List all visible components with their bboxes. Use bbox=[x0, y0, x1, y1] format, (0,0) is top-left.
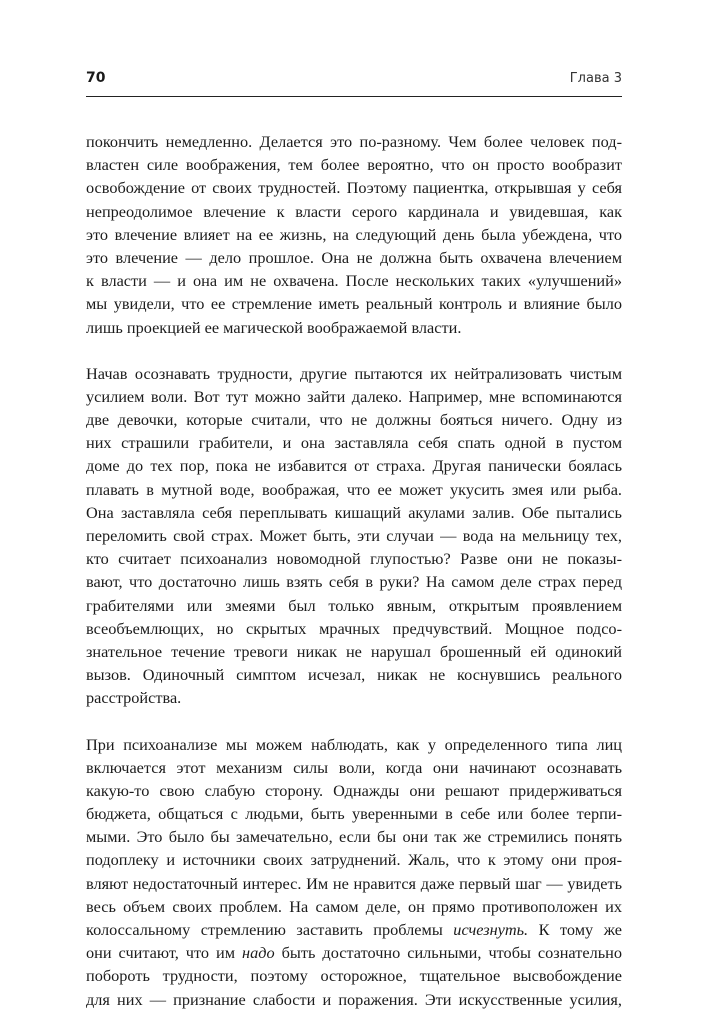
text-line: непреодолимое влечение к власти серого кардинала и увидевшая, как bbox=[86, 201, 622, 221]
text-line: расстройства. bbox=[86, 688, 182, 708]
page-number: 70 bbox=[86, 70, 106, 86]
text-line: включается этот механизм силы воли, когда они начинают осознавать bbox=[86, 757, 622, 777]
text-run: К тому же bbox=[528, 920, 622, 939]
text-line: весь объем своих проблем. На самом деле, он прямо противоположен их bbox=[86, 896, 622, 916]
text-line: кто считает психоанализ новомодной глупостью? Разве они не показы- bbox=[86, 549, 622, 569]
text-line: всеобъемлющих, но скрытых мрачных предчувствий. Мощное подсо- bbox=[86, 618, 622, 638]
text-line: вызов. Одиночный симптом исчезал, никак не коснувшись реального bbox=[86, 665, 622, 685]
paragraph-1 bbox=[86, 130, 622, 339]
text-line-with-emphasis bbox=[86, 941, 622, 964]
text-run: быть достаточно сильными, чтобы сознательно bbox=[274, 943, 622, 963]
emphasized-word: надо bbox=[242, 943, 275, 963]
text-line: вляют недостаточный интерес. Им не нравится даже первый шаг — увидеть bbox=[86, 873, 622, 893]
text-line: мы увидели, что ее стремление иметь реальный контроль и влияние было bbox=[86, 294, 622, 314]
text-line: побороть трудности, поэтому осторожное, тщательное высвобождение bbox=[86, 966, 622, 986]
text-line: вают, что достаточно лишь взять себя в руки? На самом деле страх перед bbox=[86, 572, 622, 592]
body-text bbox=[86, 130, 622, 1034]
text-line-with-emphasis bbox=[86, 918, 622, 941]
text-line: две девочки, которые считали, что не должны бояться ничего. Одну из bbox=[86, 410, 622, 430]
paragraph-3 bbox=[86, 733, 622, 1011]
text-line: знательное течение тревоги никак не нарушал брошенный ей одинокий bbox=[86, 641, 622, 661]
text-line: к власти — и она им не охвачена. После нескольких таких «улучшений» bbox=[86, 271, 622, 291]
text-line: плавать в мутной воде, воображая, что ее может укусить змея или рыба. bbox=[86, 479, 622, 499]
paragraph-2 bbox=[86, 362, 622, 710]
text-line: покончить немедленно. Делается это по-разному. Чем более человек под- bbox=[86, 132, 622, 151]
text-line: это влечение влияет на ее жизнь, на следующий день была убеждена, что bbox=[86, 224, 622, 244]
text-line: доме до тех пор, пока не избавится от страха. Другая панически боялась bbox=[86, 456, 622, 476]
text-line: подоплеку и источники своих затруднений. Жаль, что к этому они проя- bbox=[86, 850, 622, 870]
chapter-label: Глава 3 bbox=[569, 71, 622, 86]
text-run: колоссальному стремлению заставить проблемы bbox=[86, 920, 454, 939]
text-line: переломить свой страх. Может быть, эти случаи — вода на мельницу тех, bbox=[86, 526, 622, 545]
header-divider bbox=[86, 96, 622, 97]
text-line: это влечение — дело прошлое. Она не должна быть охвачена влечением bbox=[86, 247, 622, 267]
text-line: бюджета, общаться с людьми, быть уверенными в себе или более терпи- bbox=[86, 804, 622, 824]
text-line: освобождение от своих трудностей. Поэтому пациентка, открывшая у себя bbox=[86, 178, 622, 198]
running-header bbox=[86, 70, 622, 96]
text-line: грабителями или змеями был только явным, открытым проявлением bbox=[86, 595, 622, 615]
text-line: Начав осознавать трудности, другие пытаются их нейтрализовать чистым bbox=[86, 363, 622, 383]
text-line: властен силе воображения, тем более вероятно, что он просто вообразит bbox=[86, 155, 622, 175]
text-line: усилием воли. Вот тут можно зайти далеко. Например, мне вспоминаются bbox=[86, 386, 622, 406]
text-line: них страшили грабители, и она заставляла себя спать одной в пустом bbox=[86, 433, 622, 453]
emphasized-word: исчезнуть. bbox=[453, 920, 529, 939]
text-line: какую-то свою слабую сторону. Однажды они решают придерживаться bbox=[86, 780, 622, 800]
text-line: для них — признание слабости и поражения. Эти искусственные усилия, bbox=[86, 989, 622, 1009]
text-line: мыми. Это было бы замечательно, если бы они так же стремились понять bbox=[86, 827, 622, 847]
text-line: лишь проекцией ее магической воображаемой власти. bbox=[86, 317, 462, 337]
text-line: Она заставляла себя переплывать кишащий акулами залив. Обе пытались bbox=[86, 502, 622, 522]
text-line: При психоанализе мы можем наблюдать, как у определенного типа лиц bbox=[86, 734, 622, 754]
text-run: они считают, что им bbox=[86, 943, 243, 963]
